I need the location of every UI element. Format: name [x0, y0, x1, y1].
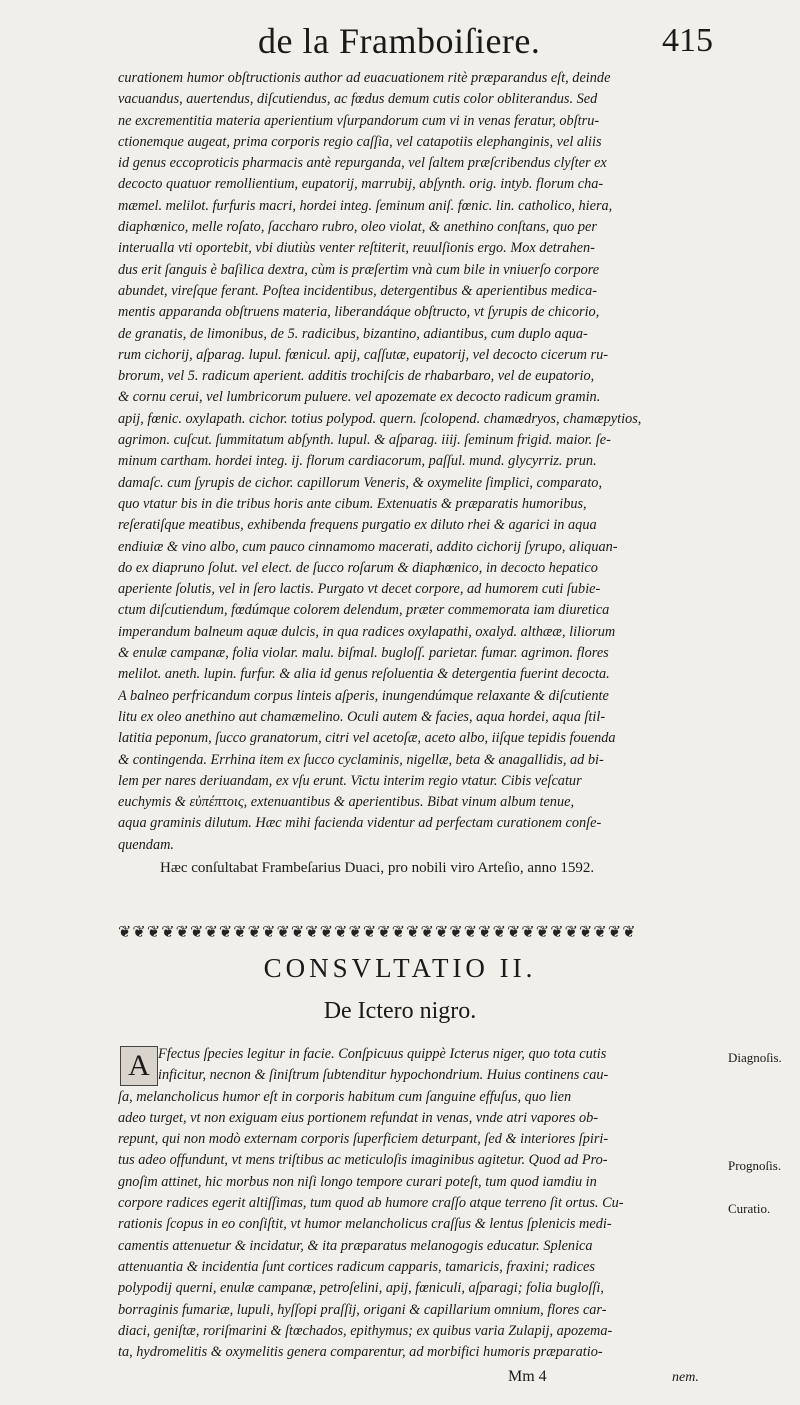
- text-line: & enulæ campanæ, folia violar. malu. biſmal. bugloſſ. parietar. fumar. agrimon. flores: [118, 645, 609, 662]
- text-line: mentis apparanda obſtruens materia, liberandáque obſtructo, vt ſyrupis de chicorio,: [118, 304, 600, 321]
- drop-cap-initial: A: [120, 1046, 158, 1086]
- text-line: id genus eccoproticis pharmacis antè repurganda, vel ſaltem præſcribendus clyſter ex: [118, 155, 607, 172]
- text-line: apij, fœnic. oxylapath. cichor. totius polypod. quern. ſcolopend. chamædryos, chamæpytios,: [118, 410, 642, 427]
- text-line: ne excrementitia materia aperientium vſurpandorum cum vi in venas feratur, obſtru-: [118, 112, 600, 129]
- section-heading: CONSVLTATIO II.: [263, 953, 537, 983]
- text-line: & contingenda. Errhina item ex ſucco cyclaminis, nigellæ, beta & anagallidis, ad bi-: [118, 751, 604, 768]
- text-line: latitia peponum, ſucco granatorum, citri vel acetoſæ, aceto albo, iiſque tepidis fouenda: [118, 730, 616, 747]
- text-line: melilot. aneth. lupin. furfur. & alia id genus reſoluentia & detergentia fuerint decocta.: [118, 666, 610, 683]
- text-line: ctum diſcutiendum, fœdúmque colorem delendum, præter commemorata iam diuretica: [118, 602, 610, 619]
- text-line: diaphœnico, melle roſato, ſaccharo rubro, oleo violat, & anethino conſtans, quo per: [118, 219, 597, 236]
- section-subheading: De Ictero nigro.: [323, 998, 477, 1024]
- signature-mark: Mm 4: [508, 1368, 547, 1385]
- text-line: vacuandus, auertendus, diſcutiendus, ac fœdus demum cutis color obliterandus. Sed: [118, 91, 598, 108]
- text-line: curationem humor obſtructionis author ad euacuationem ritè præparandus eſt, deinde: [118, 70, 611, 86]
- text-block-consultation-two: [118, 1044, 720, 1363]
- text-line: lem per nares deriuandam, ex vſu erunt. Victu interim regio vtatur. Cibis veſcatur: [118, 772, 582, 789]
- text-line: reſeratiſque meatibus, exhibenda frequens purgatio ex diluto rhei & agarici in aqua: [118, 517, 597, 534]
- text-line: Ffectus ſpecies legitur in facie. Conſpicuus quippè Icterus niger, quo tota cutis: [158, 1046, 607, 1062]
- text-block-consultation-one: [118, 68, 720, 856]
- text-line: A balneo perfricandum corpus linteis aſperis, inungendúmque relaxante & diſcutiente: [118, 687, 609, 704]
- text-line: ta, hydromelitis & oxymelitis genera comparentur, ad morbifici humoris præparatio-: [118, 1344, 603, 1361]
- text-line: decocto quatuor remollientium, eupatorij, marrubij, abſynth. orig. intyb. florum cha-: [118, 176, 604, 193]
- margin-note-prognosis: Prognoſis.: [728, 1158, 782, 1173]
- colophon: Hæc conſultabat Frambeſarius Duaci, pro nobili viro Arteſio, anno 1592.: [160, 860, 595, 876]
- text-line: ſa, melancholicus humor eſt in corporis habitum cum ſanguine effuſus, quo lien: [118, 1088, 572, 1105]
- text-line: ctionemque augeat, prima corporis regio caſſia, vel catapotiis elephanginis, vel aliis: [118, 133, 602, 150]
- text-line: inficitur, necnon & ſiniſtrum ſubtenditur hypochondrium. Huius continens cau-: [158, 1067, 609, 1084]
- text-line: rationis ſcopus in eo conſiſtit, vt humor melancholicus craſſus & lentus ſplenicis medi-: [118, 1216, 612, 1233]
- text-line: brorum, vel 5. radicum aperient. additis trochiſcis de rhabarbaro, vel de eupatorio,: [118, 368, 595, 385]
- text-line: imperandum balneum aquæ dulcis, in qua radices oxylapathi, oxalyd. althææ, liliorum: [118, 623, 616, 640]
- text-line: gnoſim attinet, hic morbus non niſi longo tempore curari poteſt, tum quod iamdiu in: [118, 1173, 597, 1190]
- text-line: rum cichorij, aſparag. lupul. fœnicul. apij, caſſutæ, eupatorij, vel decocto cicerum ru-: [118, 346, 608, 363]
- text-line: dus erit ſanguis è baſilica dextra, cùm is præſertim vnà cum bile in vniuerſo corpore: [118, 261, 600, 278]
- text-line: aqua graminis dilutum. Hæc mihi facienda videntur ad perfectam curationem conſe-: [118, 815, 602, 832]
- text-line: tus adeo offundunt, vt mens triſtibus ac meticuloſis imaginibus agitetur. Quod ad Pro-: [118, 1152, 608, 1169]
- text-line: corpore radices egerit altiſſimas, tum quod ab humore craſſo atque terreno ſit ortus. Cu-: [118, 1195, 624, 1212]
- margin-note-diagnosis: Diagnoſis.: [728, 1050, 782, 1065]
- text-line: adeo turget, vt non exiguam eius portionem refundat in venas, vnde atri vapores ob-: [118, 1109, 599, 1126]
- text-line: do ex diapruno ſolut. vel elect. de ſucco roſarum & diaphœnico, in decocto hepatico: [118, 559, 598, 576]
- catchword: nem.: [672, 1370, 699, 1385]
- text-line: & cornu cerui, vel lumbricorum puluere. vel apozemate ex decocto radicum gramin.: [118, 389, 601, 406]
- margin-note-curatio: Curatio.: [728, 1201, 771, 1216]
- page-header: [0, 18, 800, 68]
- text-line: quo vtatur bis in die tribus horis ante cibum. Extenuatis & præparatis humoribus,: [118, 495, 587, 512]
- text-line: interualla vti oportebit, vbi diutiùs venter reſtiterit, reuulſionis ergo. Mox detrahen-: [118, 240, 595, 257]
- text-line: minum cartham. hordei integ. ij. florum cardiacorum, paſſul. mund. glycyrriz. prun.: [118, 453, 597, 470]
- text-line: attenuantia & incidentia ſunt cortices radicum capparis, tamaricis, fraxini; radices: [118, 1258, 595, 1275]
- page-number: 415: [662, 22, 713, 59]
- running-title: de la Framboiſiere.: [258, 21, 541, 61]
- text-line: camentis attenuetur & incidatur, & ita præparatus melanogogis educatur. Splenica: [118, 1237, 593, 1254]
- text-line: damaſc. cum ſyrupis de cichor. capillorum Veneris, & oxymelite ſimplici, comparato,: [118, 474, 603, 491]
- text-line: abundet, vireſque ferant. Poſtea incidentibus, detergentibus & aperientibus medica-: [118, 282, 597, 299]
- text-line: euchymis & εὐπέπτοις, extenuantibus & aperientibus. Bibat vinum album tenue,: [118, 794, 575, 811]
- text-line: polypodij querni, enulæ campanæ, petroſelini, apij, fœniculi, aſparagi; folia bugloſſi,: [118, 1280, 604, 1297]
- ornamental-divider: ❦❦❦❦❦❦❦❦❦❦❦❦❦❦❦❦❦❦❦❦❦❦❦❦❦❦❦❦❦❦❦❦❦❦❦❦: [118, 924, 637, 941]
- text-line: litu ex oleo anethino aut chamæmelino. Oculi autem & facies, aqua hordei, aqua ſtil-: [118, 708, 606, 725]
- text-line: de granatis, de limonibus, de 5. radicibus, bizantino, adiantibus, cum duplo aqua-: [118, 325, 588, 342]
- text-line: aperiente ſolutis, vel in ſero lactis. Purgato vt decet corpore, ad humorem cuti ſubie-: [118, 581, 601, 598]
- text-line: quendam.: [118, 836, 174, 853]
- text-line: diaci, geniſtæ, roriſmarini & ſtœchados, epithymus; ex quibus varia Zulapij, apozema-: [118, 1322, 613, 1339]
- text-line: endiuiæ & vino albo, cum pauco cinnamomo macerati, addito cichorij ſyrupo, aliquan-: [118, 538, 618, 555]
- text-line: repunt, qui non modò externam corporis ſuperficiem deturpant, ſed & interiores ſpiri-: [118, 1131, 609, 1148]
- text-line: agrimon. cuſcut. ſummitatum abſynth. lupul. & aſparag. iiij. ſeminum frigid. maior. ſe-: [118, 432, 611, 449]
- text-line: mæmel. melilot. furfuris macri, hordei integ. ſeminum aniſ. fœnic. lin. catholico, hiera,: [118, 197, 613, 214]
- text-line: borraginis fumariæ, lupuli, hyſſopi praſſij, origani & capillarium omnium, flores car-: [118, 1301, 607, 1318]
